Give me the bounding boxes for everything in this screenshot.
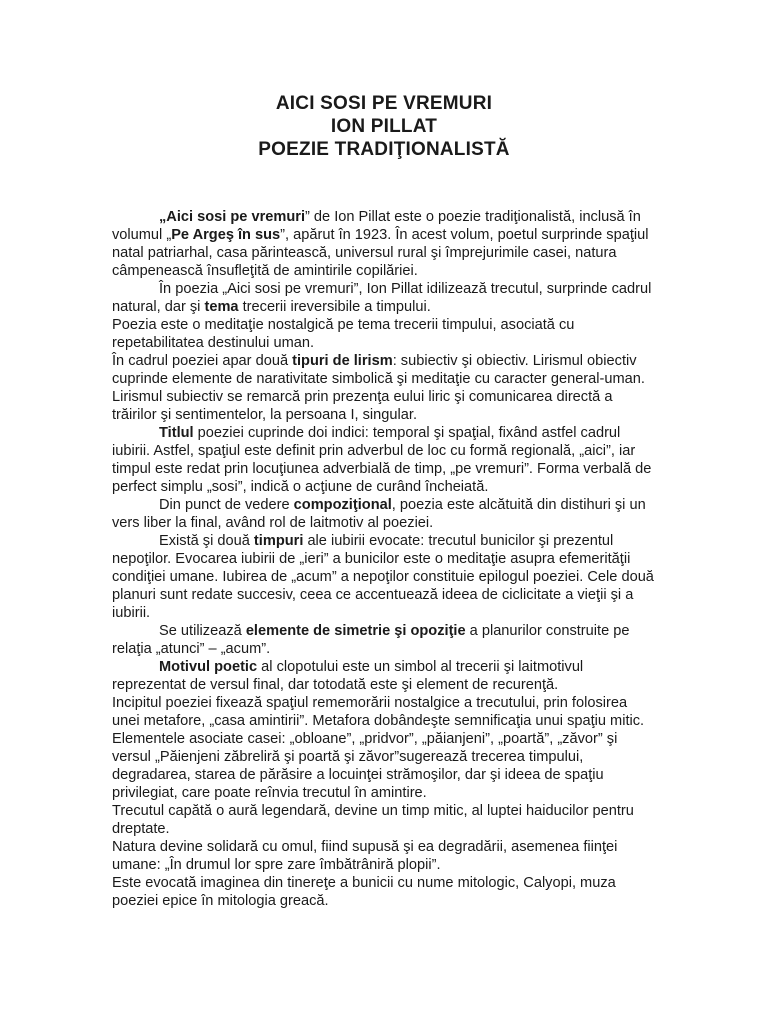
paragraph-11 bbox=[112, 802, 657, 838]
title-line-2: ION PILLAT bbox=[330, 116, 438, 137]
paragraph-text: În cadrul poeziei apar două bbox=[112, 353, 293, 369]
paragraph-3 bbox=[112, 316, 657, 352]
paragraph-text: În poezia „Aici sosi pe vremuri”, Ion Pillat idilizează trecutul, surprinde cadrul natural, dar şi bbox=[112, 281, 652, 315]
paragraph-text: ale iubirii evocate: trecutul bunicilor şi prezentul nepoţilor. Evocarea iubirii de „ieri” a bunicilor este o meditaţie asupra efemerităţii condiţiei umane. Iubirea de „acum” a nepoţilor constituie epilogul poeziei. Cele două planuri sunt redate succesiv, ceea ce accentuează ideea de ciclicitate a vieţii şi a iubirii. bbox=[112, 533, 654, 621]
paragraph-10 bbox=[112, 694, 657, 802]
bold-text: timpuri bbox=[253, 533, 304, 549]
paragraph-7 bbox=[112, 532, 657, 622]
paragraph-text: Trecutul capătă o aură legendară, devine un timp mitic, al luptei haiducilor pentru dreptate. bbox=[112, 803, 634, 837]
paragraph-text: : subiectiv şi obiectiv. Lirismul obiectiv cuprinde elemente de narativitate simbolică şi meditaţie cu caracter general-uman. Lirismul subiectiv se remarcă prin prezenţa eului liric şi comunicarea directă a trăirilor şi sentimentelor, la persoana I, singular. bbox=[112, 353, 645, 423]
paragraph-text: trecerii ireversibile a timpului. bbox=[238, 299, 431, 315]
paragraph-text: Natura devine solidară cu omul, fiind supusă şi ea degradării, asemenea fiinţei umane: „În drumul lor spre zare îmbătrâniră plopii”. bbox=[112, 839, 618, 873]
paragraph-4 bbox=[112, 352, 657, 424]
paragraph-12 bbox=[112, 838, 657, 874]
paragraph-text: , poezia este alcătuită din distihuri şi un vers liber la final, având rol de laitmotiv al poeziei. bbox=[112, 497, 646, 531]
paragraph-9 bbox=[112, 658, 657, 694]
paragraph-8 bbox=[112, 622, 657, 658]
bold-text: tema bbox=[204, 299, 239, 315]
paragraph-text: Din punct de vedere bbox=[159, 497, 294, 513]
paragraph-text: poeziei cuprinde doi indici: temporal şi spaţial, fixând astfel cadrul iubirii. Astfel, spaţiul este definit prin adverbul de loc cu formă regională, „aici”, iar timpul este redat prin locuţiunea adverbială de timp, „pe vremuri”. Forma verbală de perfect simplu „sosi”, indică o acţiune de curând încheiată. bbox=[112, 425, 652, 495]
bold-text: „Aici sosi pe vremuri bbox=[159, 209, 305, 225]
bold-text: elemente de simetrie şi opoziţie bbox=[245, 623, 466, 639]
paragraph-text: Este evocată imaginea din tinereţe a bunicii cu nume mitologic, Calyopi, muza poeziei epice în mitologia greacă. bbox=[112, 875, 616, 909]
paragraph-13 bbox=[112, 874, 657, 910]
paragraph-text: Există şi două bbox=[159, 533, 254, 549]
bold-text: Pe Argeş în sus bbox=[171, 227, 281, 243]
paragraph-text: Poezia este o meditaţie nostalgică pe tema trecerii timpului, asociată cu repetabilitatea destinului uman. bbox=[112, 317, 575, 351]
paragraph-5 bbox=[112, 424, 657, 496]
paragraph-1 bbox=[112, 208, 657, 280]
paragraph-2 bbox=[112, 280, 657, 316]
bold-text: Motivul poetic bbox=[159, 659, 258, 675]
title-line-1: AICI SOSI PE VREMURI bbox=[275, 93, 493, 114]
document-title bbox=[0, 92, 768, 161]
paragraph-text: al clopotului este un simbol al trecerii şi laitmotivul reprezentat de versul final, dar totodată este şi element de recurenţă. bbox=[112, 659, 584, 693]
paragraph-6 bbox=[112, 496, 657, 532]
paragraph-text: Incipitul poeziei fixează spaţiul rememorării nostalgice a trecutului, prin folosirea unei metafore, „casa amintirii”. Metafora dobândeşte semnificaţia unui spaţiu mitic. Elementele asociate casei: „obloane”, „pridvor”, „păianjeni”, „poartă”, „zăvor” şi versul „Păienjeni zăbreliră şi poartă şi zăvor”sugerează trecerea timpului, degradarea, starea de părăsire a locuinţei strămoşilor, dar şi ideea de spaţiu privilegiat, care poate reînvia trecutul în amintire. bbox=[112, 695, 645, 801]
bold-text: Titlul bbox=[159, 425, 194, 441]
bold-text: compoziţional bbox=[293, 497, 392, 513]
paragraph-text: ”, apărut în 1923. În acest volum, poetul surprinde spaţiul natal patriarhal, casa părintească, universul rural şi împrejurimile casei, natura câmpenească însufleţită de amintirile copilăriei. bbox=[112, 227, 649, 279]
title-line-3: POEZIE TRADIŢIONALISTĂ bbox=[258, 139, 510, 160]
paragraph-text: Se utilizează bbox=[159, 623, 246, 639]
document-body bbox=[112, 208, 657, 910]
bold-text: tipuri de lirism bbox=[292, 353, 393, 369]
paragraph-text: ” de Ion Pillat este o poezie tradiţionalistă, inclusă în volumul „ bbox=[112, 209, 641, 243]
paragraph-text: a planurilor construite pe relaţia „atunci” – „acum”. bbox=[112, 623, 630, 657]
